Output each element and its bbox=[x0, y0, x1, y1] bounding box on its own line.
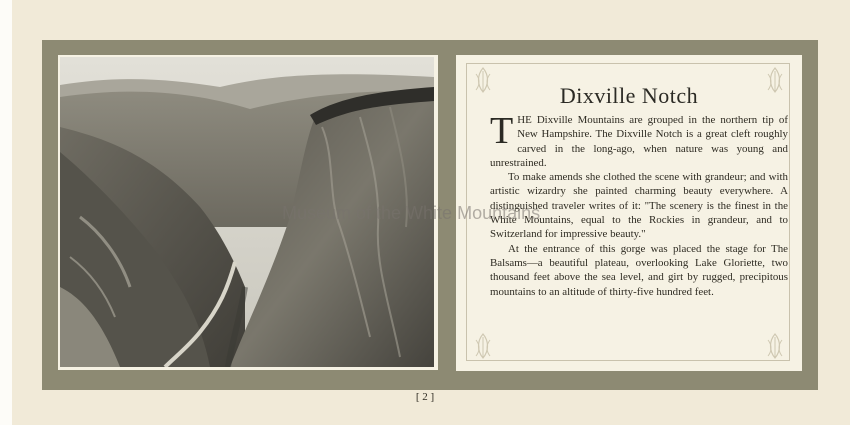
watermark: Museum of the White Mountains bbox=[282, 203, 541, 223]
drop-cap: T bbox=[490, 110, 514, 152]
page-title: Dixville Notch bbox=[559, 83, 699, 108]
paragraph: To make amends she clothed the scene with grandeur; and with artistic wizardry she painted charming beauty everywhere. A distinguished traveler writes of it: "The scenery is the finest in the White Mountains, equal to the Rockies in grandeur, and to Switzerland for impressive beauty." bbox=[490, 171, 788, 241]
paragraph: At the entrance of this gorge was placed the stage for The Balsams—a beautiful plateau, overlooking Lake Gloriette, two thousand feet above the sea level, and girt by rugged, precipitous mountains to an altitude of thirty-five hundred feet. bbox=[490, 242, 788, 298]
page-edge bbox=[0, 0, 12, 425]
paragraph-text: HE Dixville Mountains are grouped in the northern tip of New Hampshire. The Dixville Notch is a great cleft roughly carved in the long-ago, when nature was young and unrestrained. bbox=[490, 114, 788, 169]
page-number: [ 2 ] bbox=[415, 391, 435, 403]
leaf-ornament-icon bbox=[760, 331, 790, 361]
leaf-ornament-icon bbox=[468, 331, 498, 361]
paragraph bbox=[490, 110, 788, 170]
